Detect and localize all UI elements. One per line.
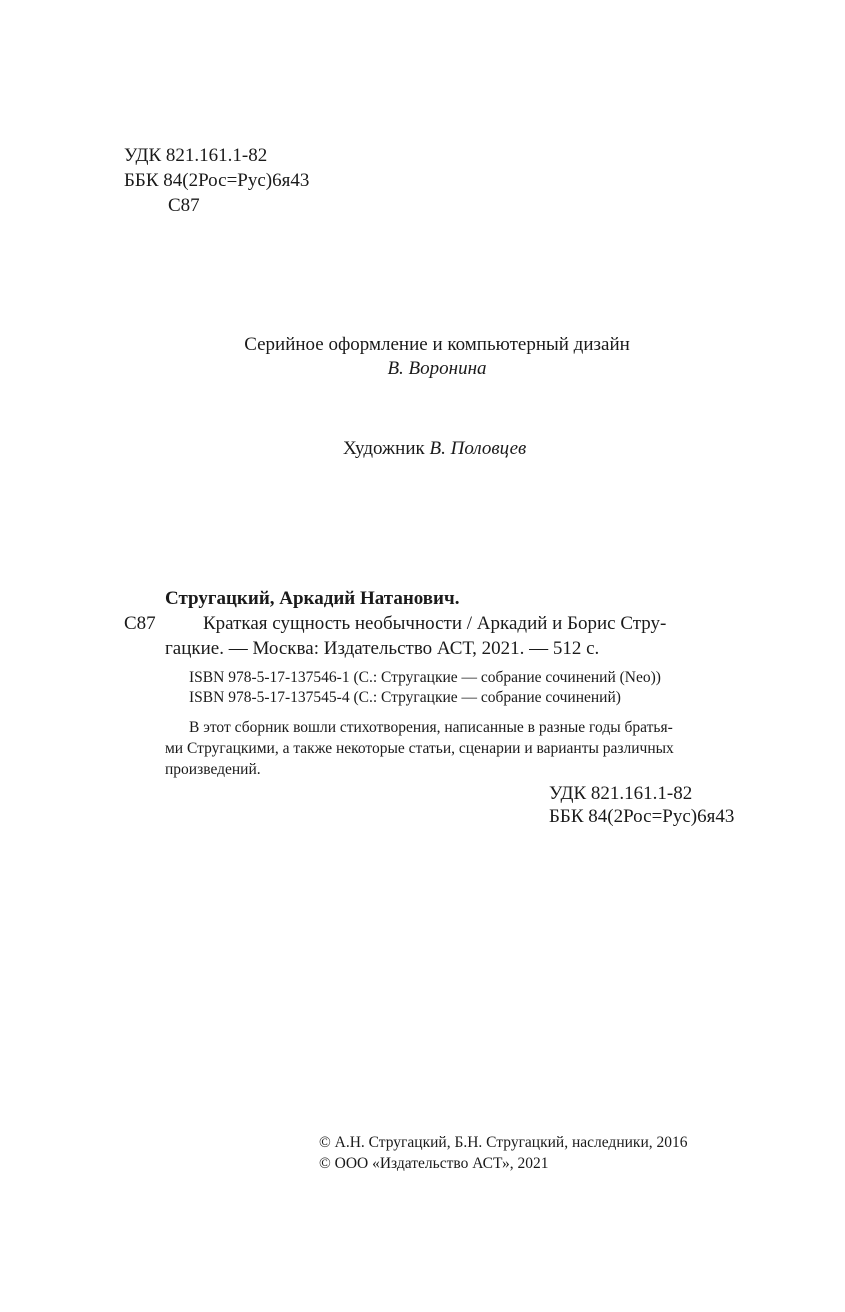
copyright-line-2: © ООО «Издательство АСТ», 2021 xyxy=(319,1155,549,1172)
bbk-code: ББК 84(2Рос=Рус)6я43 xyxy=(124,170,310,191)
title-line-2: гацкие. — Москва: Издательство АСТ, 2021. — 512 с. xyxy=(165,638,600,659)
title-line-1: Краткая сущность необычности / Аркадий и Борис Стру- xyxy=(203,613,667,634)
annotation-line-3: произведений. xyxy=(165,761,261,778)
record-sign: С87 xyxy=(124,613,156,634)
artist-label: Художник xyxy=(343,438,425,459)
author-sign: С87 xyxy=(168,195,200,216)
isbn-line-1: ISBN 978-5-17-137546-1 (С.: Стругацкие — собрание сочинений (Neo)) xyxy=(189,669,661,686)
author-heading: Стругацкий, Аркадий Натанович. xyxy=(165,588,460,609)
copyright-line-1: © А.Н. Стругацкий, Б.Н. Стругацкий, наследники, 2016 xyxy=(319,1134,688,1151)
artist-credit xyxy=(343,437,526,461)
design-credit-name: В. Воронина xyxy=(387,358,487,379)
artist-name: В. Половцев xyxy=(429,438,527,459)
annotation-line-1: В этот сборник вошли стихотворения, написанные в разные годы братья- xyxy=(189,719,673,736)
annotation-line-2: ми Стругацкими, а также некоторые статьи, сценарии и варианты различных xyxy=(165,740,674,757)
isbn-line-2: ISBN 978-5-17-137545-4 (С.: Стругацкие — собрание сочинений) xyxy=(189,689,621,706)
record-bbk: ББК 84(2Рос=Рус)6я43 xyxy=(549,806,735,827)
design-credit-label: Серийное оформление и компьютерный дизайн xyxy=(244,334,630,355)
record-udk: УДК 821.161.1-82 xyxy=(549,783,693,804)
udk-code: УДК 821.161.1-82 xyxy=(124,145,268,166)
